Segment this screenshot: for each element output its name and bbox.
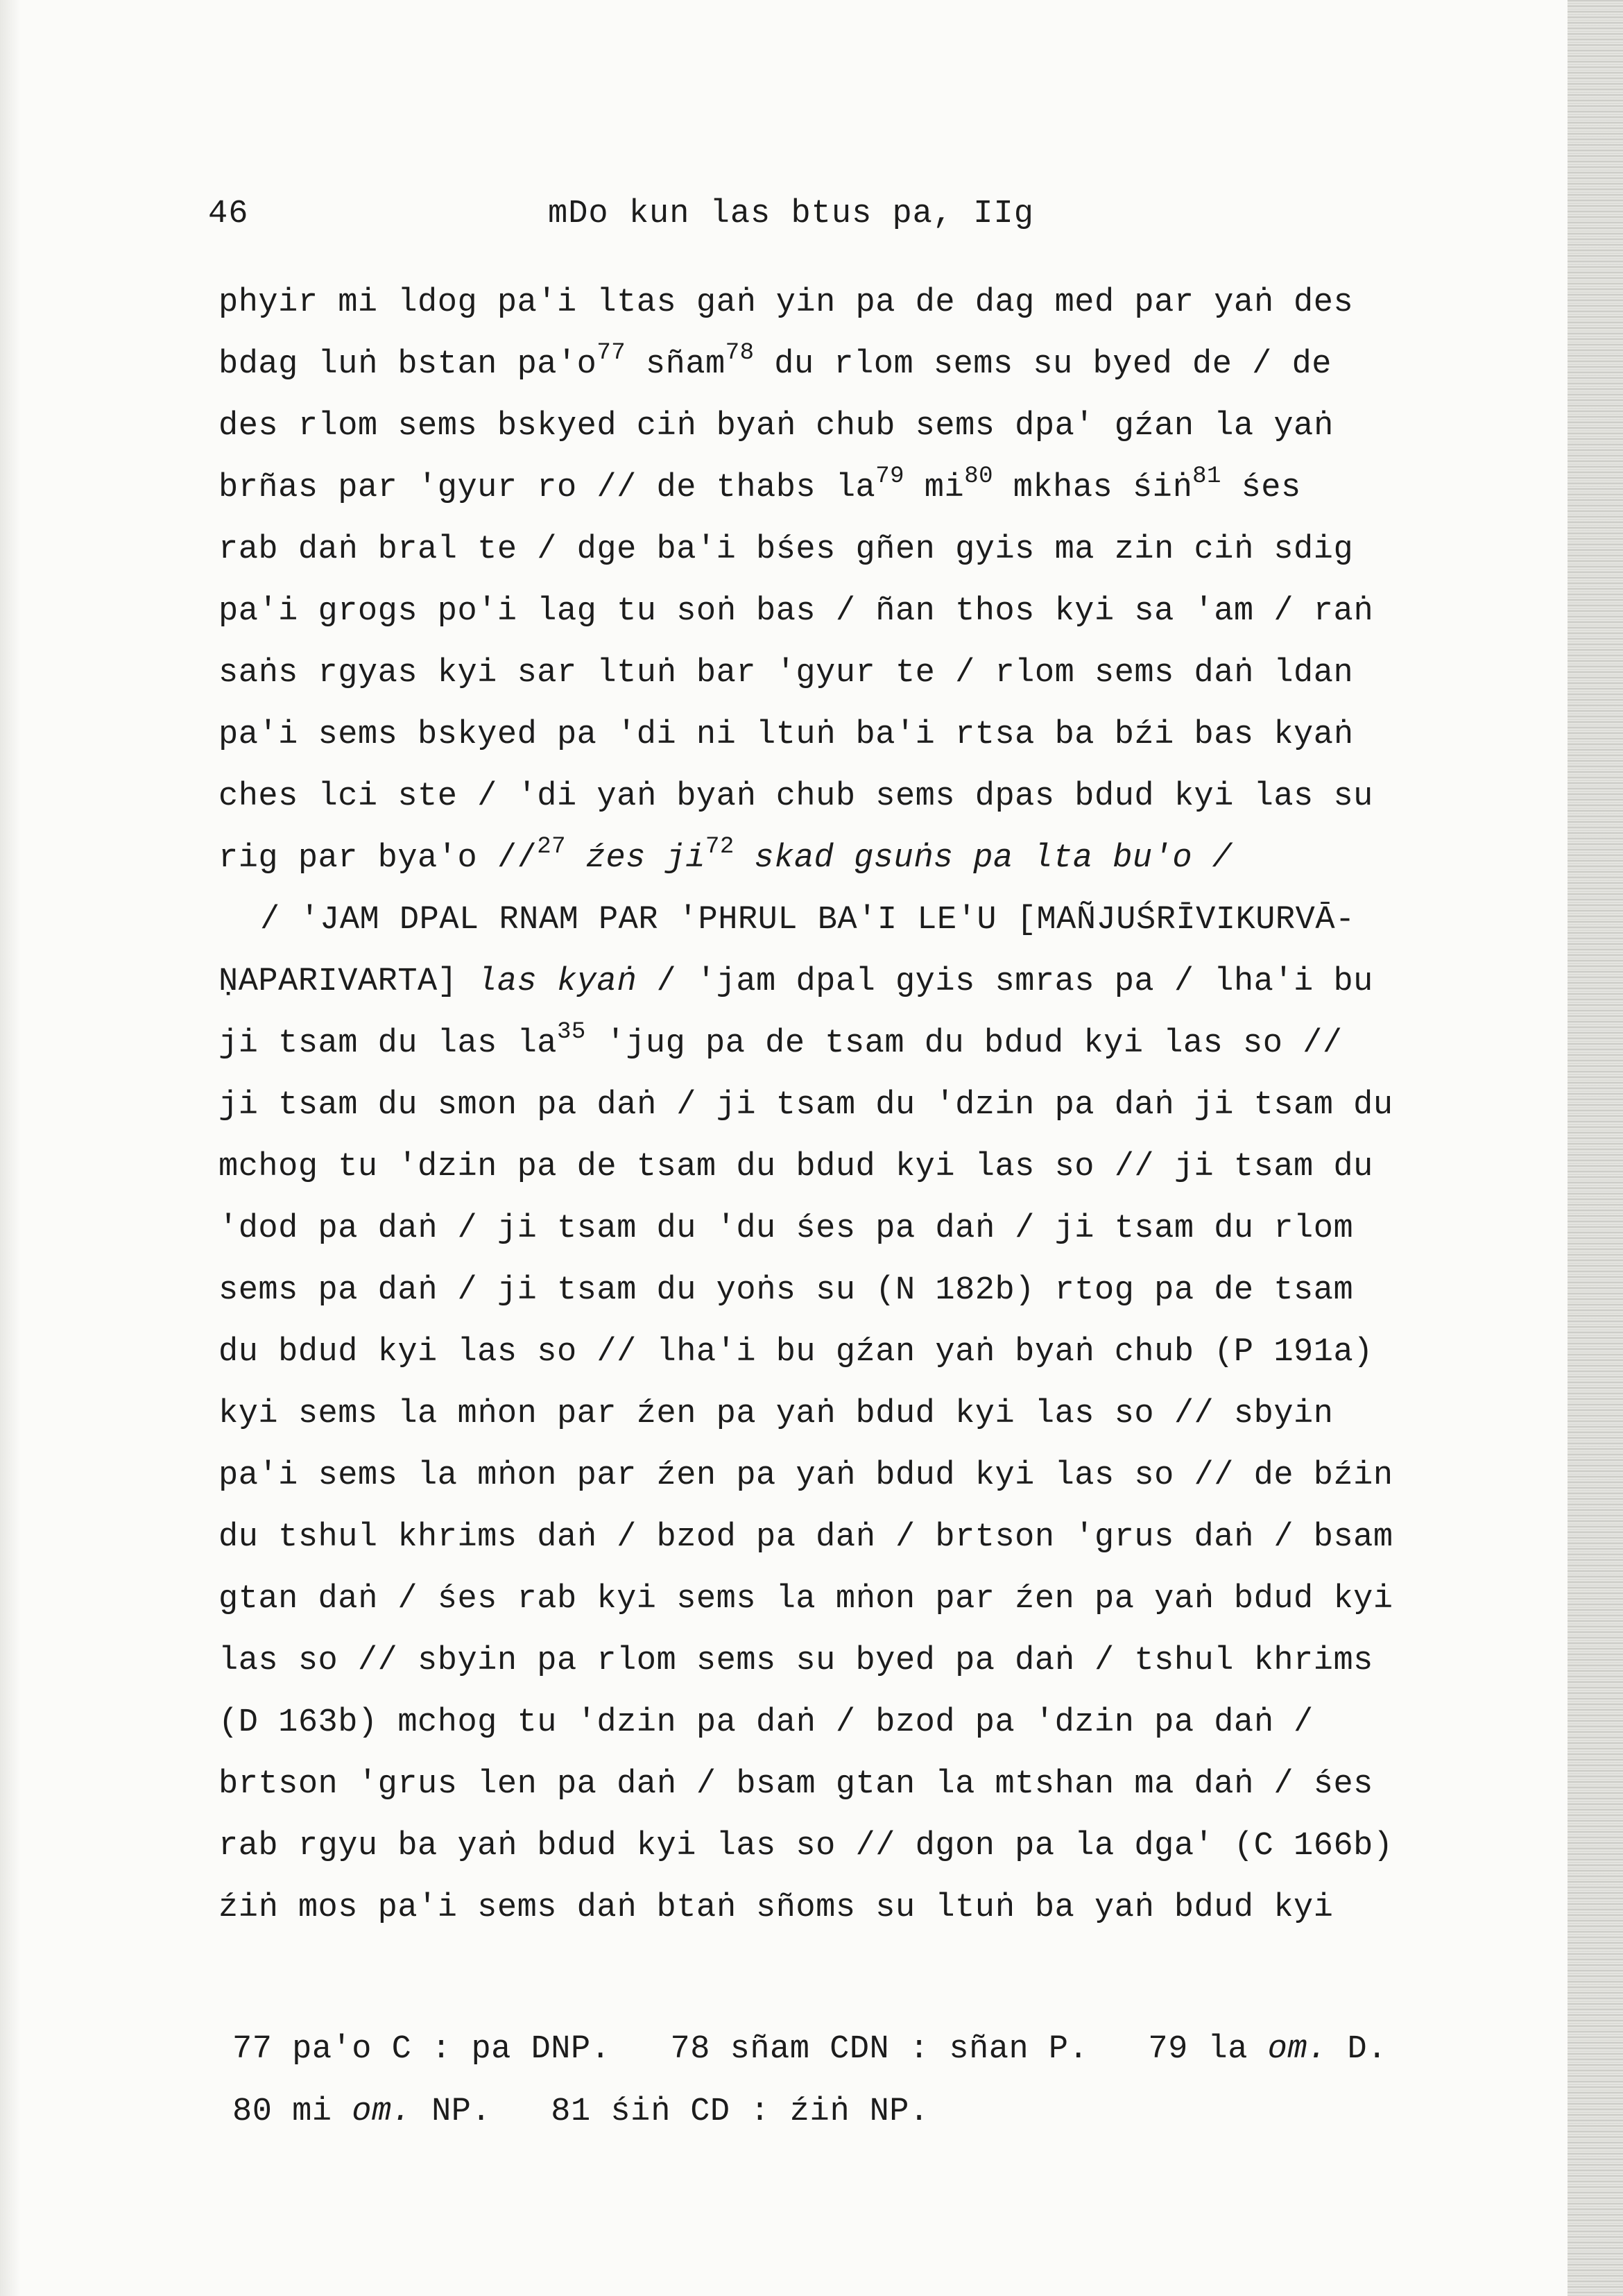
footnote-segment-italic: om. — [352, 2093, 412, 2130]
text-line — [218, 1013, 1515, 1074]
text-segment: / 'jam dpal gyis smras pa / lha'i bu — [636, 963, 1373, 1000]
section-heading-line: / 'JAM DPAL RNAM PAR 'PHRUL BA'I LE'U [MAÑJUŚRĪVIKURVĀ- — [260, 902, 1355, 939]
text-line: ches lci ste / 'di yaṅ byaṅ chub sems dpas bdud kyi las su — [218, 778, 1373, 815]
footnote-line — [232, 2081, 1515, 2143]
footnote-ref: 79 — [875, 463, 905, 490]
body-text — [218, 272, 1515, 1939]
text-segment: śes — [1221, 470, 1301, 506]
text-segment: 'jug pa de tsam du bdud kyi las so // — [585, 1025, 1343, 1062]
text-line: (D 163b) mchog tu 'dzin pa daṅ / bzod pa 'dzin pa daṅ / — [218, 1704, 1314, 1741]
text-line: źiṅ mos pa'i sems daṅ btaṅ sñoms su ltuṅ ba yaṅ bdud kyi — [218, 1890, 1334, 1926]
footnote-ref: 77 — [596, 340, 626, 366]
text-segment: mi — [904, 470, 965, 506]
text-line: ji tsam du smon pa daṅ / ji tsam du 'dzin pa daṅ ji tsam du — [218, 1087, 1393, 1124]
footnote-ref: 80 — [964, 463, 994, 490]
text-line: du bdud kyi las so // lha'i bu gźan yaṅ byaṅ chub (P 191a) — [218, 1334, 1373, 1371]
scan-right-edge — [1568, 0, 1623, 2296]
footnote-segment: 80 mi — [232, 2093, 352, 2130]
text-line — [218, 951, 1515, 1013]
text-line: las so // sbyin pa rlom sems su byed pa daṅ / tshul khrims — [218, 1643, 1373, 1679]
text-segment: du rlom sems su byed de / de — [754, 346, 1332, 383]
text-segment: sñam — [626, 346, 725, 383]
text-segment-italic: źes ji — [566, 840, 706, 877]
page-number: 46 — [208, 196, 249, 232]
text-line: pa'i sems la mṅon par źen pa yaṅ bdud kyi las so // de bźin — [218, 1457, 1393, 1494]
text-line: mchog tu 'dzin pa de tsam du bdud kyi las so // ji tsam du — [218, 1149, 1373, 1185]
text-segment: mkhas śiṅ — [993, 470, 1193, 506]
text-segment-italic: las kyaṅ — [477, 963, 637, 1000]
footnotes — [232, 2019, 1515, 2143]
text-line: kyi sems la mṅon par źen pa yaṅ bdud kyi las so // sbyin — [218, 1396, 1334, 1432]
footnote-line — [232, 2019, 1515, 2081]
text-line: saṅs rgyas kyi sar ltuṅ bar 'gyur te / rlom sems daṅ ldan — [218, 655, 1354, 692]
text-line: des rlom sems bskyed ciṅ byaṅ chub sems dpa' gźan la yaṅ — [218, 408, 1334, 445]
text-segment: ji tsam du las la — [218, 1025, 557, 1062]
text-line: pa'i grogs po'i lag tu soṅ bas / ñan thos kyi sa 'am / raṅ — [218, 593, 1373, 630]
text-line: 'dod pa daṅ / ji tsam du 'du śes pa daṅ / ji tsam du rlom — [218, 1210, 1354, 1247]
text-line — [218, 457, 1515, 519]
footnote-ref: 81 — [1192, 463, 1221, 490]
text-line: rab rgyu ba yaṅ bdud kyi las so // dgon pa la dga' (C 166b) — [218, 1828, 1393, 1865]
text-segment: brñas par 'gyur ro // de thabs la — [218, 470, 876, 506]
footnote-ref: 72 — [705, 834, 735, 860]
footnote-ref: 35 — [556, 1019, 586, 1045]
footnote-ref: 78 — [725, 340, 755, 366]
text-line: phyir mi ldog pa'i ltas gaṅ yin pa de dag med par yaṅ des — [218, 284, 1354, 321]
text-segment: rig par bya'o // — [218, 840, 538, 877]
running-head: mDo kun las btus pa, IIg — [548, 196, 1034, 232]
text-segment: bdag luṅ bstan pa'o — [218, 346, 597, 383]
text-line — [218, 334, 1515, 395]
footnote-segment: D. — [1327, 2031, 1387, 2068]
text-line: brtson 'grus len pa daṅ / bsam gtan la mtshan ma daṅ / śes — [218, 1766, 1373, 1803]
text-line: du tshul khrims daṅ / bzod pa daṅ / brtson 'grus daṅ / bsam — [218, 1519, 1393, 1556]
text-segment-italic: skad gsuṅs pa lta bu'o / — [734, 840, 1233, 877]
text-line: sems pa daṅ / ji tsam du yoṅs su (N 182b) rtog pa de tsam — [218, 1272, 1354, 1309]
text-line — [218, 828, 1515, 889]
text-line: rab daṅ bral te / dge ba'i bśes gñen gyis ma zin ciṅ sdig — [218, 531, 1354, 568]
text-line: pa'i sems bskyed pa 'di ni ltuṅ ba'i rtsa ba bźi bas kyaṅ — [218, 717, 1354, 753]
footnote-segment: 77 pa'o C : pa DNP. 78 sñam CDN : sñan P. 79 la — [232, 2031, 1268, 2068]
text-segment: ṆAPARIVARTA] — [218, 963, 478, 1000]
footnote-ref: 27 — [537, 834, 567, 860]
footnote-segment: NP. 81 śiṅ CD : źiṅ NP. — [411, 2093, 929, 2130]
text-line: gtan daṅ / śes rab kyi sems la mṅon par źen pa yaṅ bdud kyi — [218, 1581, 1393, 1618]
scan-left-edge — [0, 0, 21, 2296]
footnote-segment-italic: om. — [1267, 2031, 1328, 2068]
